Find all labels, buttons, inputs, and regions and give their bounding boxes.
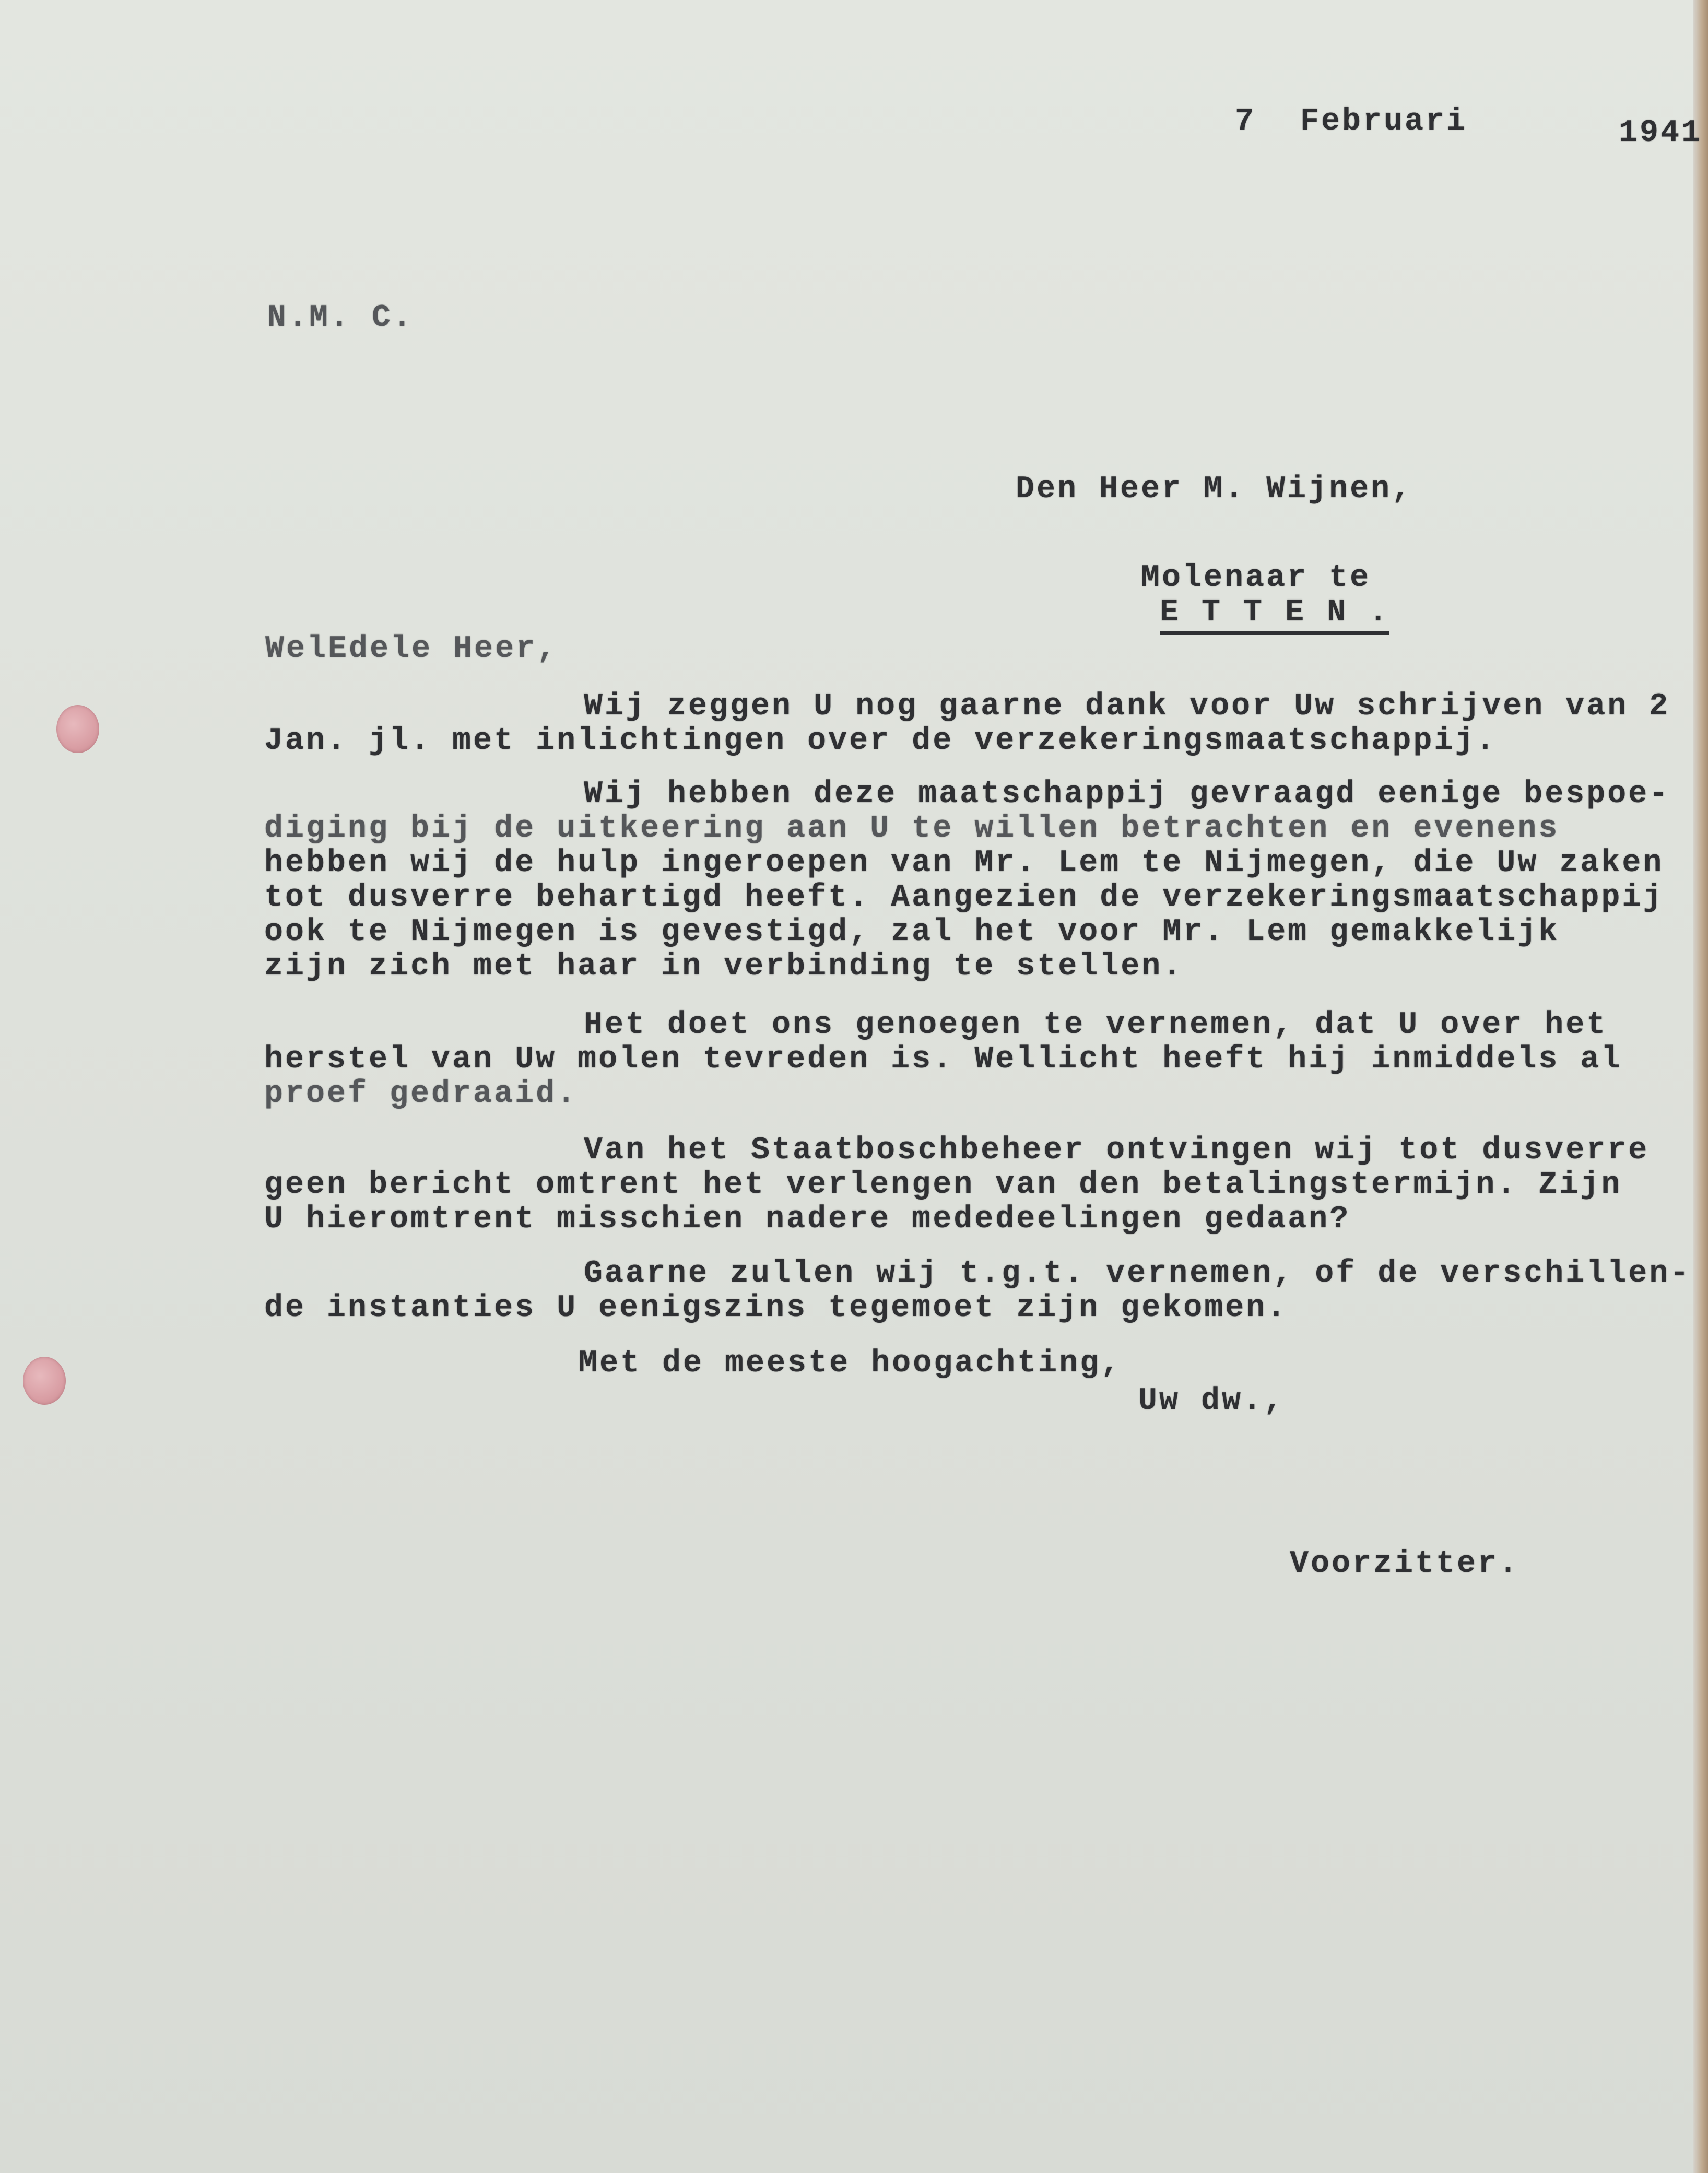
body-line: diging bij de uitkeering aan U te willen betrachten en evenens	[264, 811, 1560, 847]
body-line: tot dusverre behartigd heeft. Aangezien de verzekeringsmaatschappij	[264, 880, 1664, 915]
body-line: Wij hebben deze maatschappij gevraagd eenige bespoe-	[584, 777, 1670, 812]
body-line: proef gedraaid.	[264, 1076, 578, 1112]
closing-sender: Uw dw.,	[1138, 1383, 1285, 1419]
date-day: 7	[1235, 104, 1256, 139]
reference-initials: N.M. C.	[267, 300, 414, 336]
signature-title: Voorzitter.	[1290, 1546, 1520, 1582]
body-line: de instanties U eenigszins tegemoet zijn gekomen.	[264, 1290, 1288, 1326]
page-edge	[1693, 0, 1708, 2173]
body-line: zijn zich met haar in verbinding te stellen.	[264, 949, 1184, 984]
date-month: Februari	[1300, 104, 1468, 139]
body-line: Van het Staatboschbeheer ontvingen wij tot dusverre	[584, 1133, 1650, 1168]
body-line: Jan. jl. met inlichtingen over de verzekeringsmaatschappij.	[264, 723, 1497, 759]
address-place: E T T E N .	[1160, 595, 1389, 635]
body-line: Gaarne zullen wij t.g.t. vernemen, of de verschillen-	[584, 1256, 1691, 1291]
body-line: Het doet ons genoegen te vernemen, dat U over het	[584, 1007, 1608, 1043]
body-line: geen bericht omtrent het verlengen van den betalingstermijn. Zijn	[264, 1167, 1622, 1203]
address-line-1: Den Heer M. Wijnen,	[1016, 472, 1413, 507]
body-line: U hieromtrent misschien nadere mededeelingen gedaan?	[264, 1202, 1351, 1237]
body-line: hebben wij de hulp ingeroepen van Mr. Lem te Nijmegen, die Uw zaken	[264, 845, 1664, 881]
punch-hole-top	[56, 705, 99, 753]
address-line-2	[1057, 526, 1389, 664]
body-line: ook te Nijmegen is gevestigd, zal het voor Mr. Lem gemakkelijk	[264, 914, 1560, 950]
body-line: herstel van Uw molen tevreden is. Wellicht heeft hij inmiddels al	[264, 1042, 1622, 1077]
closing-line: Met de meeste hoogachting,	[579, 1346, 1122, 1381]
punch-hole-bottom	[23, 1357, 66, 1405]
salutation: WelEdele Heer,	[265, 631, 558, 667]
body-line: Wij zeggen U nog gaarne dank voor Uw schrijven van 2	[584, 689, 1670, 724]
address-line-2-prefix: Molenaar te	[1141, 560, 1371, 596]
date-year: 1941	[1619, 115, 1703, 151]
